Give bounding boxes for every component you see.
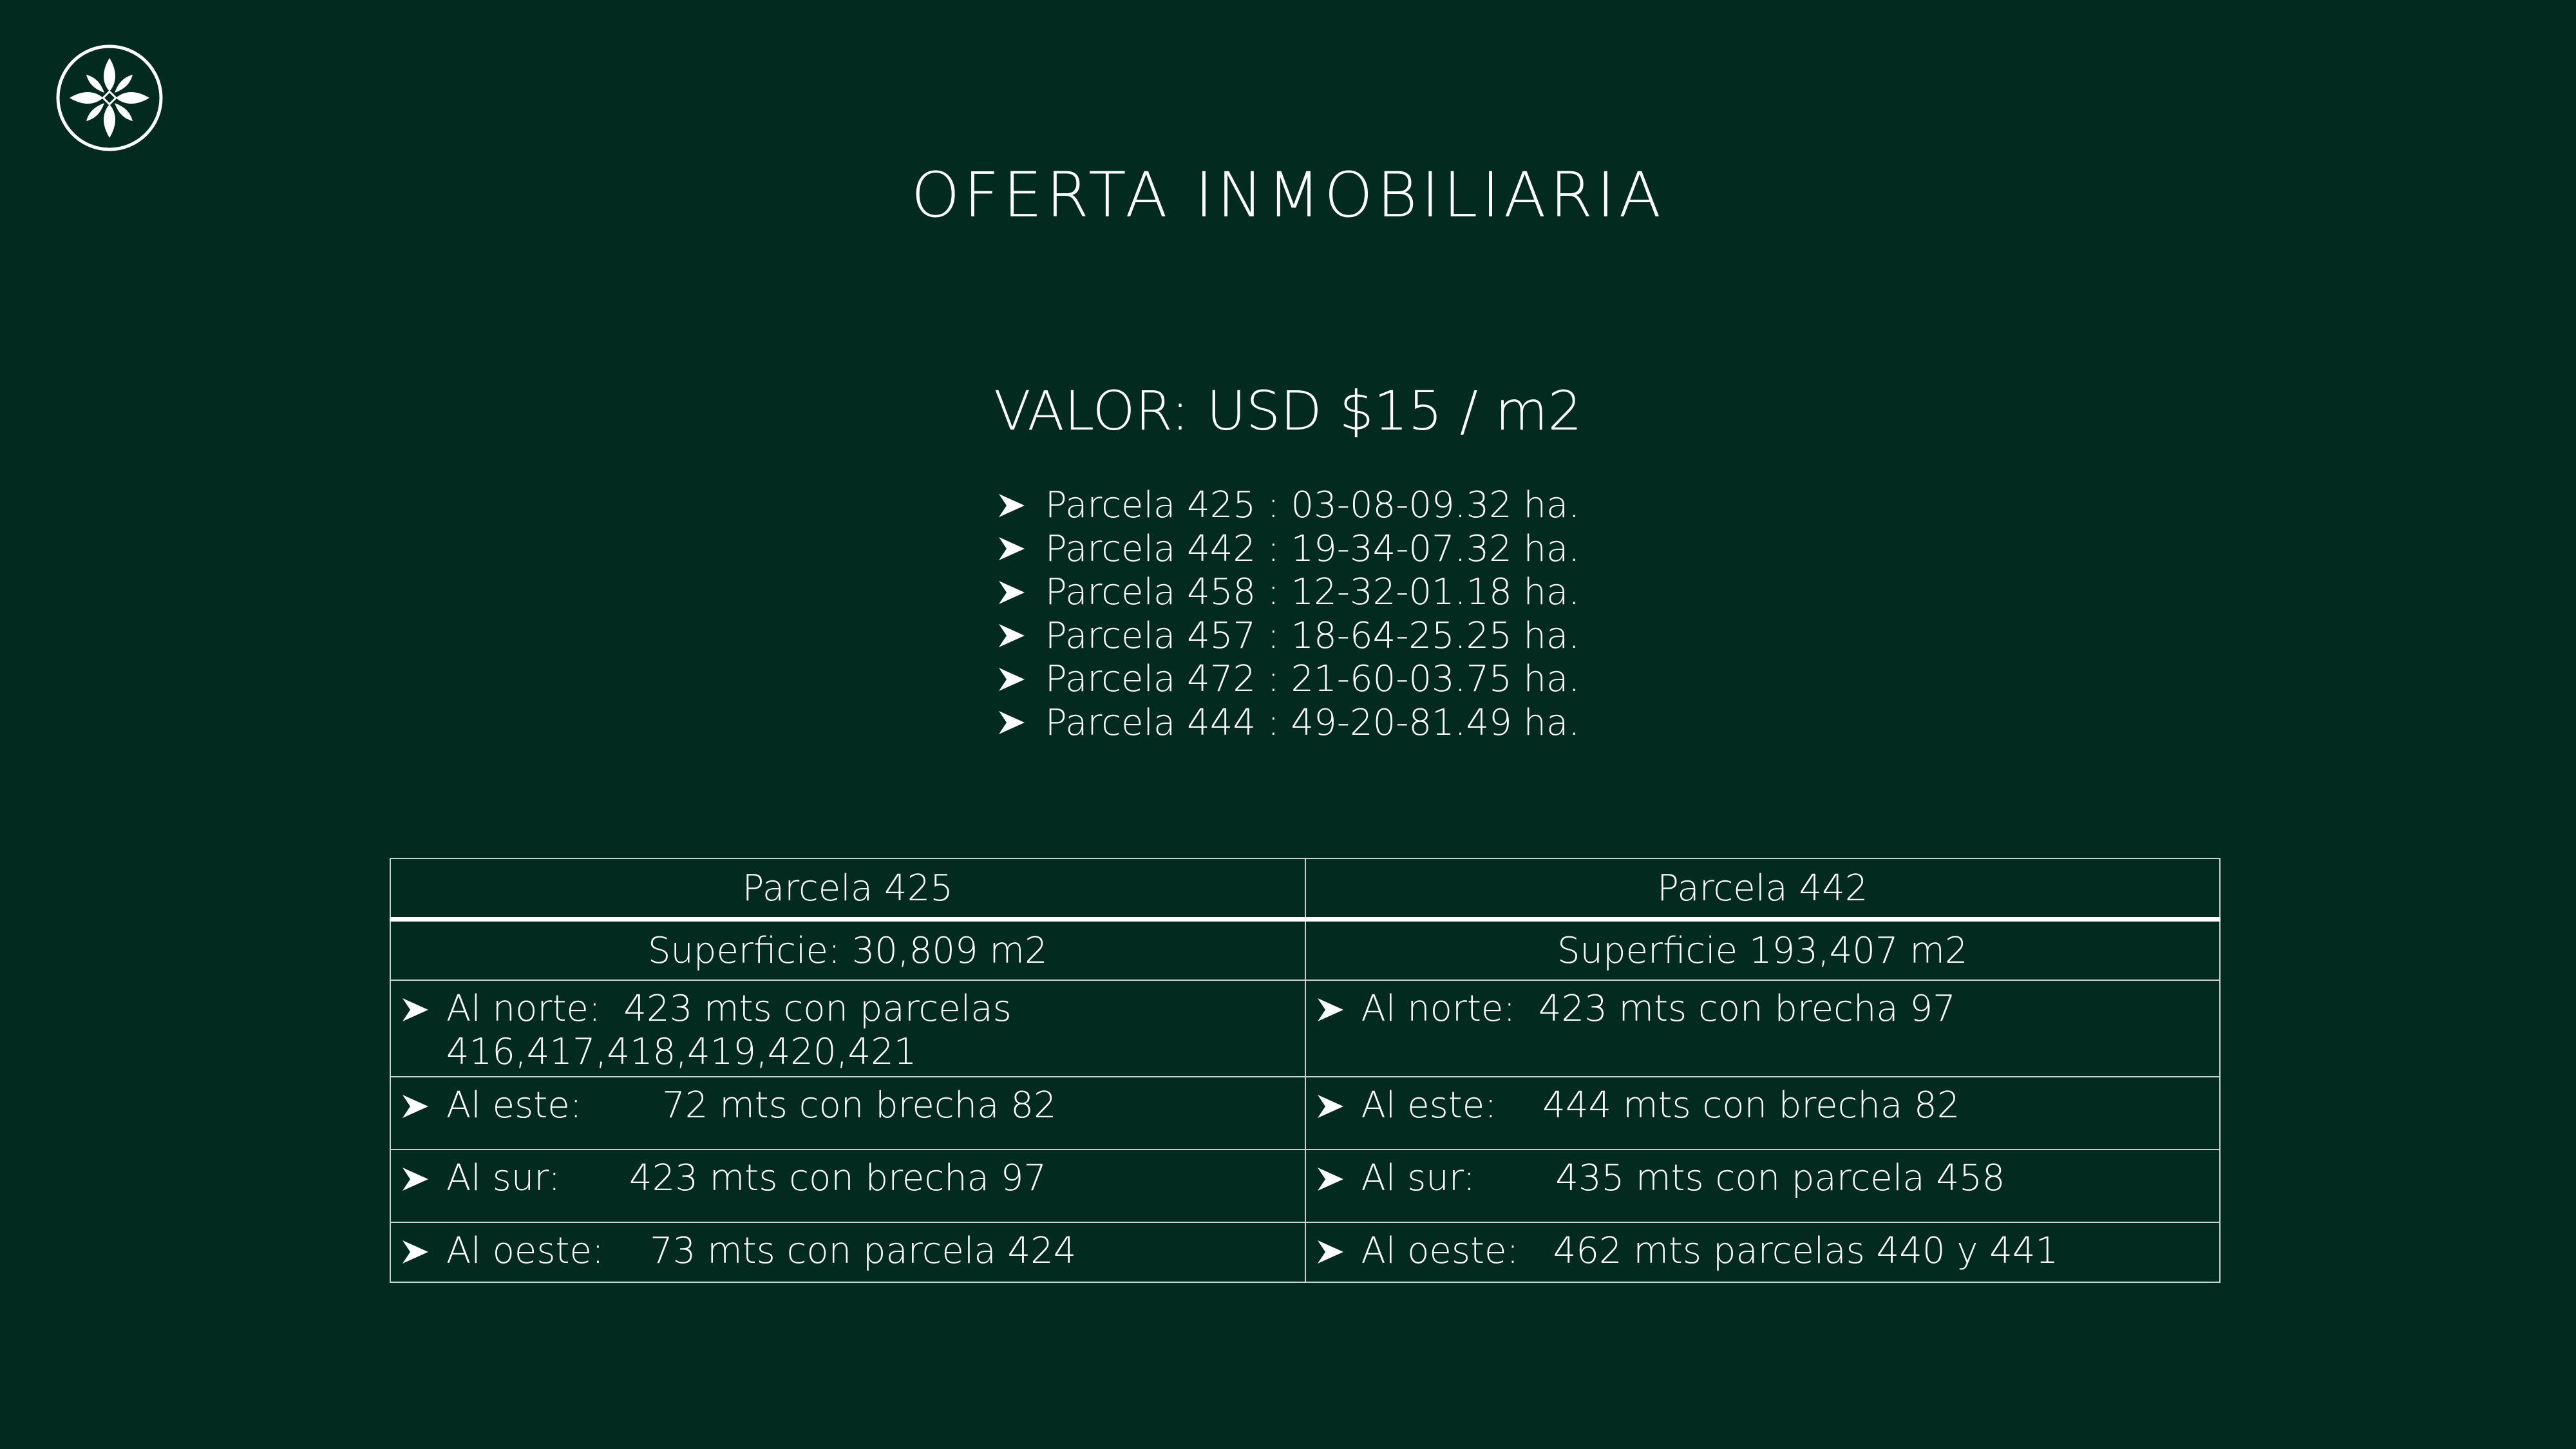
arrow-bullet-icon — [996, 622, 1041, 649]
logo-emblem — [54, 43, 165, 153]
boundary-cell-west — [390, 1222, 1305, 1282]
parcel-entry: Parcela 442 : 19-34-07.32 ha. — [1045, 527, 1580, 570]
table-row — [390, 1077, 2220, 1150]
cell-text: Al norte: 423 mts con parcelas — [446, 988, 1012, 1030]
list-item — [0, 571, 2576, 614]
parcel-entry: Parcela 458 : 12-32-01.18 ha. — [1045, 571, 1580, 614]
arrow-bullet-icon — [400, 1166, 442, 1193]
parcel-entry: Parcela 472 : 21-60-03.75 ha. — [1045, 658, 1580, 701]
boundaries-table — [390, 858, 2221, 1283]
surface-cell: Superficie: 30,809 m2 — [390, 920, 1305, 981]
list-item — [0, 527, 2576, 571]
boundary-cell-south — [390, 1150, 1305, 1222]
boundary-cell-north — [390, 980, 1305, 1077]
arrow-bullet-icon — [1315, 1238, 1358, 1265]
cell-text: Al este: 444 mts con brecha 82 — [1361, 1084, 1960, 1126]
parcel-entry: Parcela 457 : 18-64-25.25 ha. — [1045, 614, 1580, 657]
arrow-bullet-icon — [996, 579, 1041, 606]
arrow-bullet-icon — [400, 1093, 442, 1120]
list-item — [0, 614, 2576, 658]
arrow-bullet-icon — [400, 1238, 442, 1265]
cell-text: Al norte: 423 mts con brecha 97 — [1361, 988, 1956, 1030]
parcel-entry: Parcela 444 : 49-20-81.49 ha. — [1045, 701, 1580, 744]
boundaries-table-container — [390, 858, 2221, 1283]
arrow-bullet-icon — [1315, 996, 1358, 1023]
page-title: OFERTA INMOBILIARIA — [911, 159, 1665, 231]
table-header-row — [390, 858, 2220, 920]
arrow-bullet-icon — [996, 535, 1041, 562]
cell-text: Al este: 72 mts con brecha 82 — [446, 1084, 1057, 1126]
table-row — [390, 1222, 2220, 1282]
boundary-cell-north — [1305, 980, 2221, 1077]
flower-icon — [54, 43, 165, 153]
table-row — [390, 1150, 2220, 1222]
surface-cell: Superficie 193,407 m2 — [1305, 920, 2221, 981]
arrow-bullet-icon — [996, 492, 1041, 519]
arrow-bullet-icon — [996, 709, 1041, 736]
arrow-bullet-icon — [996, 666, 1041, 693]
boundary-cell-east — [1305, 1077, 2221, 1150]
cell-text: Al oeste: 73 mts con parcela 424 — [446, 1230, 1077, 1272]
boundary-cell-east — [390, 1077, 1305, 1150]
boundary-cell-south — [1305, 1150, 2221, 1222]
list-item — [0, 701, 2576, 745]
list-item — [0, 484, 2576, 527]
boundary-cell-west — [1305, 1222, 2221, 1282]
cell-text: Al sur: 423 mts con brecha 97 — [446, 1157, 1047, 1199]
arrow-bullet-icon — [400, 996, 442, 1023]
column-header-parcela-425: Parcela 425 — [390, 858, 1305, 920]
table-row — [390, 980, 2220, 1077]
parcel-entry: Parcela 425 : 03-08-09.32 ha. — [1045, 484, 1580, 527]
arrow-bullet-icon — [1315, 1093, 1358, 1120]
arrow-bullet-icon — [1315, 1166, 1358, 1193]
cell-text: Al oeste: 462 mts parcelas 440 y 441 — [1361, 1230, 2059, 1272]
price-heading: VALOR: USD $15 / m2 — [994, 379, 1582, 442]
list-item — [0, 658, 2576, 701]
cell-text: 416,417,418,419,420,421 — [446, 1031, 917, 1073]
column-header-parcela-442: Parcela 442 — [1305, 858, 2221, 920]
table-row — [390, 920, 2220, 981]
cell-text: Al sur: 435 mts con parcela 458 — [1361, 1157, 2005, 1199]
parcel-list — [0, 484, 2576, 744]
